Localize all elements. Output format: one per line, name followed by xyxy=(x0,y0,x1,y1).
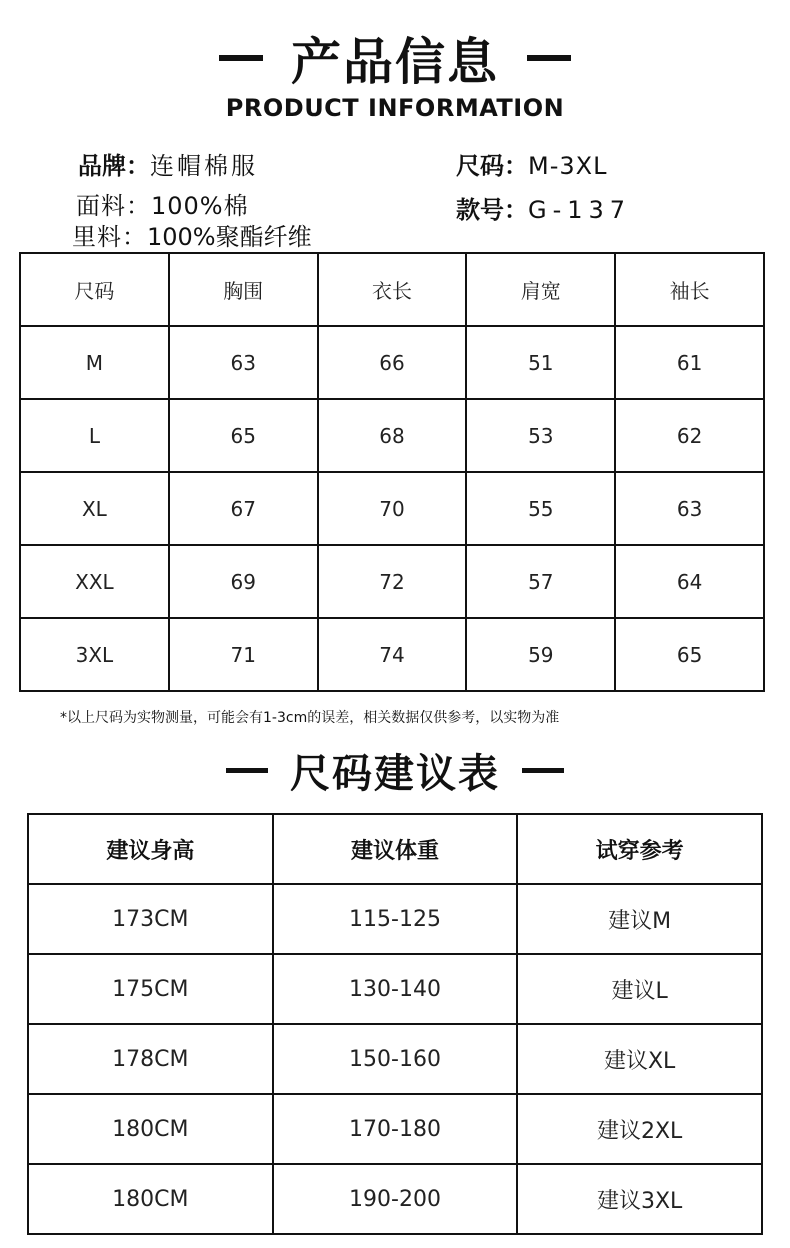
title-left-dash xyxy=(219,55,263,61)
size-recommendation-table xyxy=(27,813,763,1235)
lining-label: 里料： xyxy=(72,223,147,251)
table-cell: 190-200 xyxy=(273,1164,518,1234)
page-title-text: 产品信息 xyxy=(291,33,499,91)
header-cell: 建议体重 xyxy=(273,814,518,884)
recommend-header-row xyxy=(28,814,762,884)
table-row xyxy=(28,1164,762,1234)
table-cell: L xyxy=(20,399,169,472)
table-cell: 建议M xyxy=(517,884,762,954)
table-cell: 180CM xyxy=(28,1164,273,1234)
table-row xyxy=(28,884,762,954)
table-cell: 63 xyxy=(615,472,764,545)
table-cell: 65 xyxy=(169,399,318,472)
table-row xyxy=(20,326,764,399)
table-cell: 51 xyxy=(466,326,615,399)
table-row xyxy=(20,618,764,691)
table-cell: 69 xyxy=(169,545,318,618)
table-cell: 63 xyxy=(169,326,318,399)
table-row xyxy=(20,472,764,545)
section-left-dash xyxy=(226,768,268,773)
title-right-dash xyxy=(527,55,571,61)
table-cell: 59 xyxy=(466,618,615,691)
table-cell: M xyxy=(20,326,169,399)
style-number-info xyxy=(456,190,631,225)
table-cell: 建议3XL xyxy=(517,1164,762,1234)
table-cell: 建议L xyxy=(517,954,762,1024)
header-cell: 胸围 xyxy=(169,253,318,326)
fabric-info xyxy=(76,186,249,221)
section-right-dash xyxy=(522,768,564,773)
header-cell: 尺码 xyxy=(20,253,169,326)
table-cell: 53 xyxy=(466,399,615,472)
table-row xyxy=(28,1094,762,1164)
header-cell: 试穿参考 xyxy=(517,814,762,884)
table-cell: XXL xyxy=(20,545,169,618)
table-cell: 62 xyxy=(615,399,764,472)
size-chart-header-row xyxy=(20,253,764,326)
brand-label: 品牌： xyxy=(78,152,150,180)
table-cell: 57 xyxy=(466,545,615,618)
table-cell: 61 xyxy=(615,326,764,399)
header-cell: 袖长 xyxy=(615,253,764,326)
table-row xyxy=(28,1024,762,1094)
table-cell: 70 xyxy=(318,472,467,545)
header-cell: 肩宽 xyxy=(466,253,615,326)
table-row xyxy=(20,399,764,472)
table-cell: 65 xyxy=(615,618,764,691)
table-cell: 建议2XL xyxy=(517,1094,762,1164)
table-cell: 74 xyxy=(318,618,467,691)
lining-info xyxy=(72,217,312,252)
brand-info xyxy=(78,146,258,181)
brand-value: 连帽棉服 xyxy=(150,152,258,180)
table-cell: 170-180 xyxy=(273,1094,518,1164)
measurement-note: *以上尺码为实物测量，可能会有1-3cm的误差，相关数据仅供参考，以实物为准 xyxy=(60,710,560,726)
table-cell: 180CM xyxy=(28,1094,273,1164)
recommend-title-text: 尺码建议表 xyxy=(290,750,500,797)
table-cell: XL xyxy=(20,472,169,545)
table-cell: 71 xyxy=(169,618,318,691)
table-cell: 115-125 xyxy=(273,884,518,954)
table-cell: 3XL xyxy=(20,618,169,691)
page-subtitle: PRODUCT INFORMATION xyxy=(225,94,565,122)
table-cell: 72 xyxy=(318,545,467,618)
header-cell: 衣长 xyxy=(318,253,467,326)
size-chart-table xyxy=(19,252,765,692)
page-title xyxy=(0,28,790,91)
style-number-value: G-137 xyxy=(528,196,632,224)
table-row xyxy=(20,545,764,618)
header-cell: 建议身高 xyxy=(28,814,273,884)
table-cell: 175CM xyxy=(28,954,273,1024)
table-cell: 66 xyxy=(318,326,467,399)
size-range-label: 尺码： xyxy=(456,152,528,180)
table-cell: 68 xyxy=(318,399,467,472)
size-range-value: M-3XL xyxy=(528,152,608,180)
fabric-value: 100%棉 xyxy=(151,192,249,220)
style-number-label: 款号： xyxy=(456,196,528,224)
table-row xyxy=(28,954,762,1024)
table-cell: 150-160 xyxy=(273,1024,518,1094)
fabric-label: 面料： xyxy=(76,192,151,220)
table-cell: 建议XL xyxy=(517,1024,762,1094)
table-cell: 178CM xyxy=(28,1024,273,1094)
recommend-section-title xyxy=(0,742,790,798)
table-cell: 130-140 xyxy=(273,954,518,1024)
lining-value: 100%聚酯纤维 xyxy=(147,223,312,251)
table-cell: 67 xyxy=(169,472,318,545)
size-range-info xyxy=(456,146,607,181)
table-cell: 64 xyxy=(615,545,764,618)
table-cell: 173CM xyxy=(28,884,273,954)
table-cell: 55 xyxy=(466,472,615,545)
